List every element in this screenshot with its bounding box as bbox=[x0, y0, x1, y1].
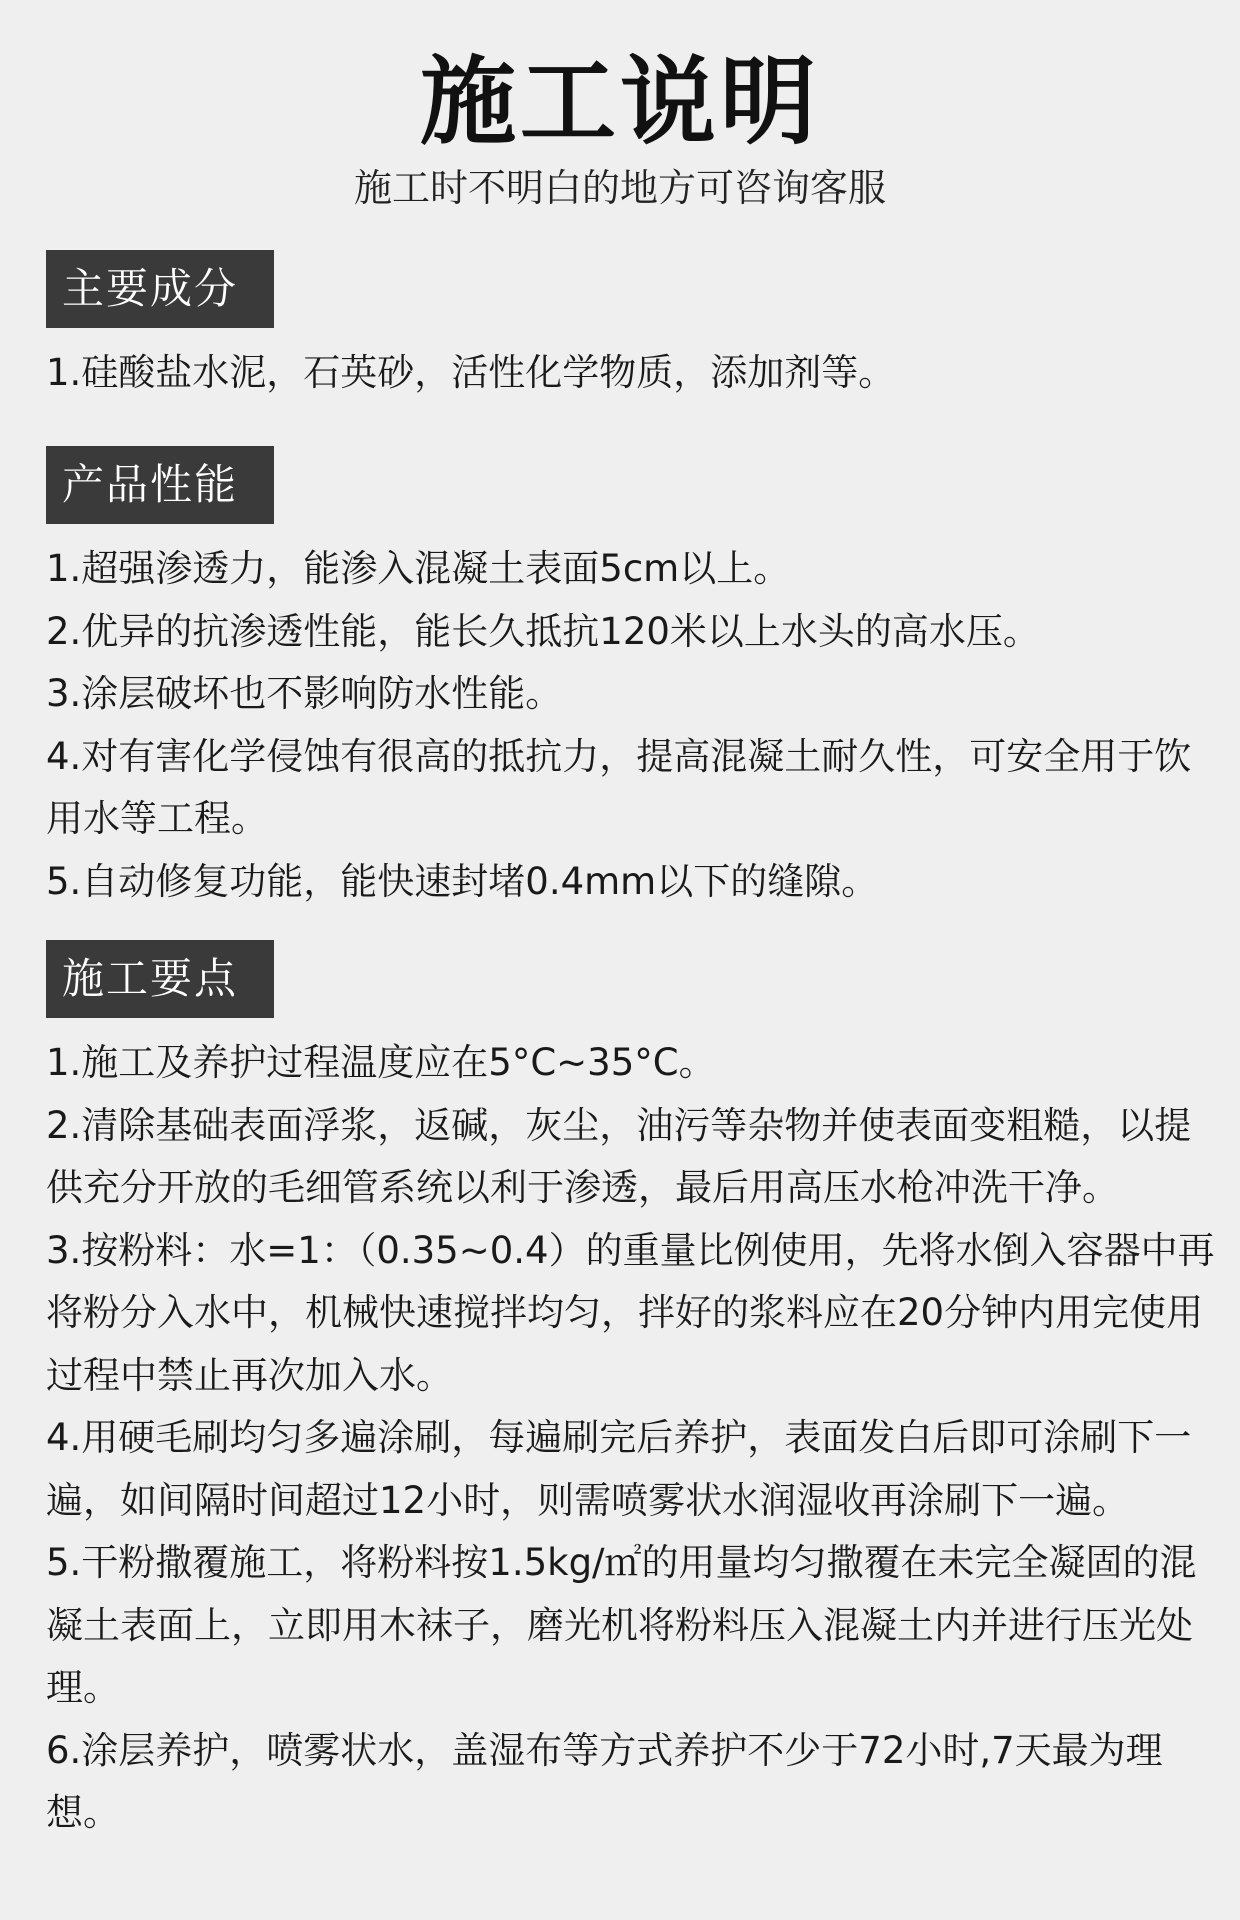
page-title: 施工说明 bbox=[420, 46, 820, 158]
list-item: 2.优异的抗渗透性能，能长久抵抗120米以上水头的高水压。 bbox=[46, 609, 1040, 653]
list-item: 3.涂层破坏也不影响防水性能。 bbox=[46, 672, 563, 715]
list-item: 6.涂层养护，喷雾状水，盖湿布等方式养护不少于72小时,7天最为理想。 bbox=[46, 1728, 1163, 1834]
list-item: 2.清除基础表面浮浆，返碱，灰尘，油污等杂物并使表面变粗糙，以提供充分开放的毛细管系统以利于渗透，最后用高压水枪冲洗干净。 bbox=[46, 1103, 1192, 1209]
section-items bbox=[46, 342, 1216, 405]
section-heading: 主要成分 bbox=[46, 250, 274, 328]
list-item: 1.硅酸盐水泥，石英砂，活性化学物质，添加剂等。 bbox=[46, 351, 896, 394]
list-item: 4.对有害化学侵蚀有很高的抵抗力，提高混凝土耐久性，可安全用于饮用水等工程。 bbox=[46, 734, 1192, 840]
list-item: 4.用硬毛刷均匀多遍涂刷，每遍刷完后养护，表面发白后即可涂刷下一遍，如间隔时间超过12小时，则需喷雾状水润湿收再涂刷下一遍。 bbox=[46, 1416, 1192, 1522]
section-main-ingredients bbox=[46, 250, 1216, 405]
section-heading: 施工要点 bbox=[46, 940, 274, 1018]
section-heading: 产品性能 bbox=[46, 446, 274, 524]
section-items bbox=[46, 538, 1216, 913]
section-product-performance bbox=[46, 446, 1216, 913]
section-construction-points bbox=[46, 940, 1216, 1845]
page-subtitle: 施工时不明白的地方可咨询客服 bbox=[353, 166, 886, 210]
list-item: 1.施工及养护过程温度应在5°C~35°C。 bbox=[46, 1041, 716, 1084]
list-item: 3.按粉料：水=1：（0.35~0.4）的重量比例使用，先将水倒入容器中再将粉分入水中，机械快速搅拌均匀，拌好的浆料应在20分钟内用完使用过程中禁止再次加入水。 bbox=[46, 1228, 1215, 1397]
list-item: 5.干粉撒覆施工，将粉料按1.5kg/㎡的用量均匀撒覆在未完全凝固的混凝土表面上，立即用木袜子，磨光机将粉料压入混凝土内并进行压光处理。 bbox=[46, 1541, 1197, 1709]
list-item: 1.超强渗透力，能渗入混凝土表面5cm以上。 bbox=[46, 547, 791, 590]
list-item: 5.自动修复功能，能快速封堵0.4mm以下的缝隙。 bbox=[46, 859, 879, 903]
section-items bbox=[46, 1032, 1216, 1845]
